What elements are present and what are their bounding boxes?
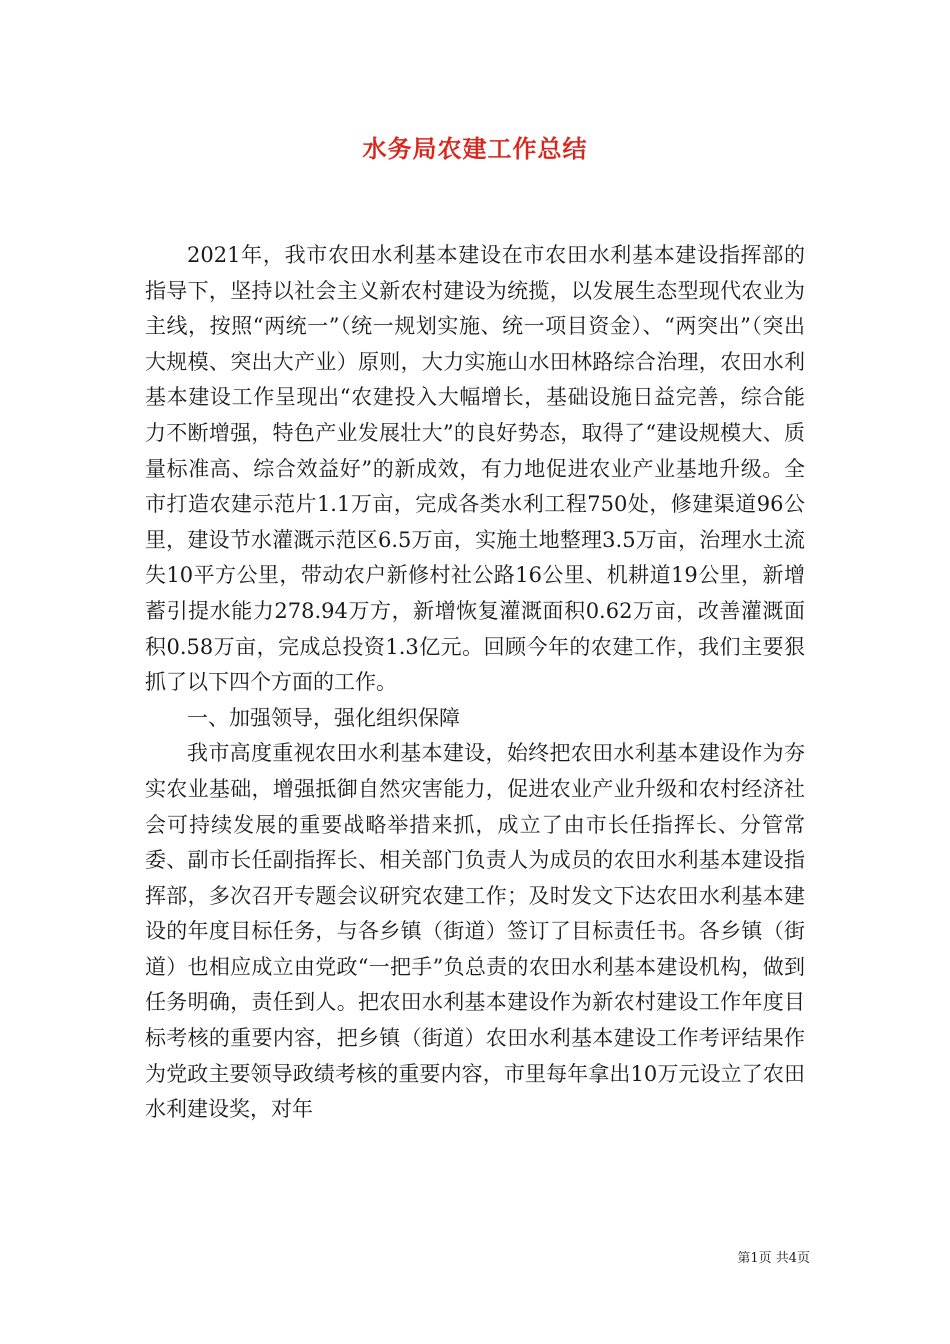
section-heading-1: 一、加强领导，强化组织保障 [187,705,460,730]
paragraph-intro: 2021年，我市农田水利基本建设在市农田水利基本建设指挥部的指导下，坚持以社会主义新农村建设为统揽，以发展生态型现代农业为主线，按照“两统一”（统一规划实施、统一项目资金）、“两突出”（突出大规模、突出大产业）原则，大力实施山水田林路综合治理，农田水利基本建设工作呈现出“农建投入大幅增长，基础设施日益完善，综合能力不断增强，特色产业发展壮大”的良好势态，取得了“建设规模大、质量标准高、综合效益好”的新成效，有力地促进农业产业基地升级。全市打造农建示范片1.1万亩，完成各类水利工程750处，修建渠道96公里，建设节水灌溉示范区6.5万亩，实施土地整理3.5万亩，治理水土流失10平方公里，带动农户新修村社公路16公里、机耕道19公里，新增蓄引提水能力278.94万方，新增恢复灌溉面积0.62万亩，改善灌溉面积0.58万亩，完成总投资1.3亿元。回顾今年的农建工作，我们主要狠抓了以下四个方面的工作。 [145,243,805,695]
page-number-footer: 第1页 共4页 [737,1251,810,1266]
document-title: 水务局农建工作总结 [362,134,588,163]
paragraph-section-1: 我市高度重视农田水利基本建设，始终把农田水利基本建设作为夯实农业基础，增强抵御自然灾害能力，促进农业产业升级和农村经济社会可持续发展的重要战略举措来抓，成立了由市长任指挥长、分管常委、副市长任副指挥长、相关部门负责人为成员的农田水利基本建设指挥部，多次召开专题会议研究农建工作；及时发文下达农田水利基本建设的年度目标任务，与各乡镇（街道）签订了目标责任书。各乡镇（街道）也相应成立由党政“一把手”负总责的农田水利基本建设机构，做到任务明确，责任到人。把农田水利基本建设作为新农村建设工作年度目标考核的重要内容，把乡镇（街道）农田水利基本建设工作考评结果作为党政主要领导政绩考核的重要内容，市里每年拿出10万元设立了农田水利建设奖，对年 [145,741,805,1122]
document-body [145,238,805,1128]
